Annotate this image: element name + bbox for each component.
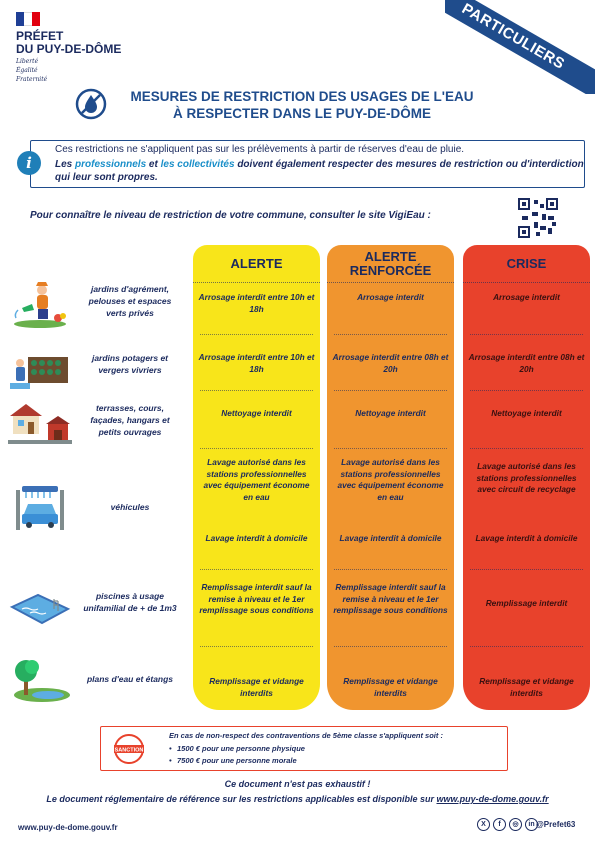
header-crise: CRISE (463, 245, 590, 283)
social-icons (477, 818, 538, 831)
label-plans-eau: plans d'eau et étangs (86, 674, 174, 684)
cell-6-crise: Remplissage et vidange interdits (479, 676, 574, 698)
page-title (112, 88, 492, 122)
cell-5-crise: Remplissage interdit (485, 598, 568, 608)
cell-3-renforcee: Nettoyage interdit (355, 408, 426, 418)
motto-1: Liberté (16, 58, 39, 65)
label-piscines: piscines à usage unifamilial de + de 1m3 (83, 591, 177, 613)
footer-url-link[interactable]: www.puy-de-dome.gouv.fr (18, 823, 118, 832)
instagram-icon[interactable]: ◎ (509, 818, 522, 831)
prefet-logo (16, 12, 146, 83)
cell-1-crise: Arrosage interdit (493, 292, 560, 302)
x-icon[interactable]: X (477, 818, 490, 831)
gardener-watering-icon (8, 280, 72, 330)
note-reference: Le document réglementaire de référence sur les restrictions applicables est disponible sur www.puy-de-dome.gouv.fr (46, 794, 549, 804)
no-water-icon (75, 88, 107, 120)
reference-link[interactable]: www.puy-de-dome.gouv.fr (436, 794, 549, 804)
prefet-title-1: PRÉFET (16, 29, 64, 43)
cell-2-alerte: Arrosage interdit entre 10h et 18h (198, 352, 315, 374)
cell-4-renforcee: Lavage autorisé dans les stations professionnelles avec équipement économe en eau (337, 457, 444, 502)
cell-6-renforcee: Remplissage et vidange interdits (343, 676, 438, 698)
svg-text:SANCTION: SANCTION (114, 747, 144, 754)
label-vehicules: véhicules (110, 502, 150, 512)
qr-code-icon[interactable] (518, 198, 558, 238)
label-jardins-agrement: jardins d'agrément, pelouses et espaces verts privés (88, 284, 172, 318)
vegetable-garden-icon (8, 345, 72, 395)
social-handle[interactable]: @Prefet63 (536, 820, 576, 829)
flag-icon (16, 12, 40, 26)
cell-2-crise: Arrosage interdit entre 08h et 20h (468, 352, 585, 374)
info-line-2: Les professionnels et les collectivités doivent également respecter des mesures de restriction ou d'interdiction qui leur sont propres. (55, 159, 584, 183)
cell-3-alerte: Nettoyage interdit (221, 408, 292, 418)
cell-1-renforcee: Arrosage interdit (357, 292, 424, 302)
motto-3: Fraternité (16, 76, 48, 83)
title-line-2: À RESPECTER DANS LE PUY-DE-DÔME (172, 106, 432, 121)
pond-tree-icon (8, 655, 72, 705)
cell-5-renforcee: Remplissage interdit sauf la remise à niveau et le 1er remplissage sous conditions (333, 582, 448, 615)
info-line-1: Ces restrictions ne s'appliquent pas sur les prélèvements à partir de réserves d'eau de pluie. (55, 144, 465, 155)
note-not-exhaustive: Ce document n'est pas exhaustif ! (224, 779, 371, 789)
cell-4b-renforcee: Lavage interdit à domicile (339, 533, 442, 543)
linkedin-icon[interactable]: in (525, 818, 538, 831)
prefet-title-2: DU PUY-DE-DÔME (16, 42, 122, 56)
house-terrace-icon (8, 396, 72, 446)
sanction-intro: En cas de non-respect des contraventions de 5ème classe s'appliquent soit : (169, 731, 443, 740)
sanction-physique: • 1500 € pour une personne physique (169, 744, 305, 753)
cell-4b-crise: Lavage interdit à domicile (475, 533, 578, 543)
audience-ribbon (445, 0, 595, 94)
cell-1-alerte: Arrosage interdit entre 10h et 18h (198, 292, 315, 314)
cell-6-alerte: Remplissage et vidange interdits (209, 676, 304, 698)
header-alerte-renforcee: ALERTE RENFORCÉE (327, 245, 454, 283)
sanction-box (100, 726, 508, 771)
cell-4b-alerte: Lavage interdit à domicile (205, 533, 308, 543)
title-line-1: MESURES DE RESTRICTION DES USAGES DE L'EAU (130, 89, 474, 104)
facebook-icon[interactable]: f (493, 818, 506, 831)
cell-4-alerte: Lavage autorisé dans les stations professionnelles avec équipement économe en eau (203, 457, 310, 502)
cell-5-alerte: Remplissage interdit sauf la remise à niveau et le 1er remplissage sous conditions (199, 582, 314, 615)
car-wash-icon (8, 484, 72, 534)
label-jardins-potagers: jardins potagers et vergers vivriers (91, 353, 169, 375)
cell-4-crise: Lavage autorisé dans les stations professionnelles avec circuit de recyclage (476, 461, 577, 494)
cell-3-crise: Nettoyage interdit (491, 408, 562, 418)
sanction-morale: • 7500 € pour une personne morale (169, 756, 297, 765)
swimming-pool-icon (8, 585, 72, 635)
sanction-badge-icon (113, 733, 145, 765)
motto-2: Égalité (16, 67, 38, 74)
consult-text: Pour connaître le niveau de restriction de votre commune, consulter le site VigiEau : (30, 210, 431, 221)
cell-2-renforcee: Arrosage interdit entre 08h et 20h (332, 352, 449, 374)
header-alerte: ALERTE (193, 245, 320, 283)
label-terrasses: terrasses, cours, façades, hangars et petits ouvrages (90, 403, 170, 437)
info-box (26, 140, 585, 188)
ribbon-label: PARTICULIERS (458, 0, 568, 73)
info-icon: i (17, 151, 41, 175)
